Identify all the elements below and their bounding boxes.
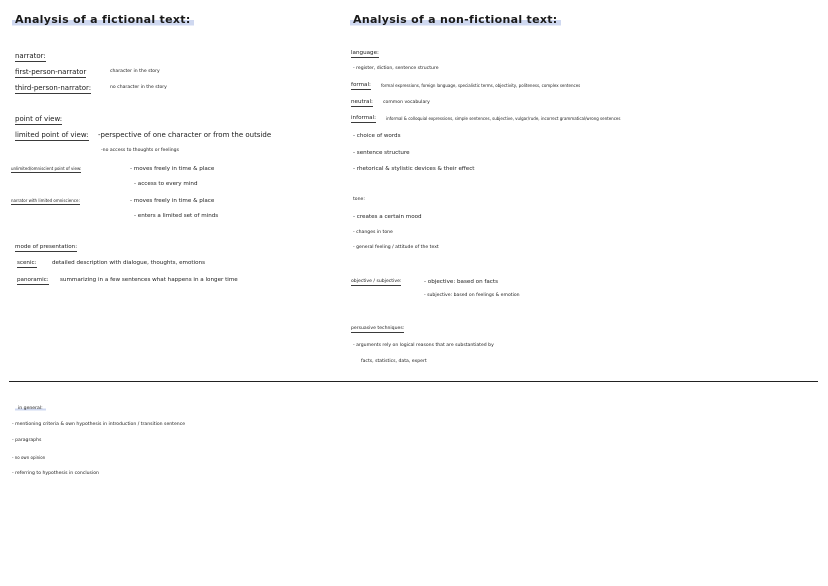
persuasive-heading: persuasive techniques:: [351, 326, 405, 331]
scenic-term: scenic:: [17, 260, 37, 266]
language-bullet-words: - choice of words: [353, 133, 401, 139]
language-bullet-devices: - rhetorical & stylistic devices & their effect: [353, 166, 475, 172]
tone-heading: tone:: [353, 197, 365, 202]
first-person-desc: character in the story: [110, 69, 160, 74]
language-line1: - register, diction, sentence structure: [353, 66, 439, 71]
limited-omniscience-desc2: - enters a limited set of minds: [134, 213, 219, 219]
general-heading: in general:: [15, 407, 46, 412]
pov-heading: point of view:: [15, 115, 63, 123]
neutral-term: neutral:: [351, 99, 373, 105]
narrator-heading: narrator:: [15, 52, 46, 60]
general-bullet-hypothesis: - referring to hypothesis in conclusion: [12, 471, 99, 476]
language-bullet-structure: - sentence structure: [353, 150, 410, 156]
third-person-term: third-person-narrator:: [15, 84, 92, 92]
informal-term: informal:: [351, 115, 377, 121]
tone-bullet-changes: - changes in tone: [353, 230, 393, 235]
limited-pov-desc2: -no access to thoughts or feelings: [101, 148, 179, 153]
limited-omniscience-term: narrator with limited omniscience:: [11, 198, 80, 203]
first-person-term: first-person-narrator: [15, 68, 87, 76]
third-person-desc: no character in the story: [110, 85, 167, 90]
unlimited-pov-desc2: - access to every mind: [134, 181, 198, 187]
neutral-desc: common vocabulary: [383, 100, 430, 105]
limited-omniscience-desc1: - moves freely in time & place: [130, 198, 215, 204]
language-heading: language:: [351, 50, 379, 56]
informal-desc: informal & colloquial expressions, simple sentences, subjective, vulgar/rude, incorrect grammatical/wrong sentences: [386, 116, 621, 121]
panoramic-term: panoramic:: [17, 277, 49, 283]
scenic-desc: detailed description with dialogue, thoughts, emotions: [52, 260, 206, 266]
formal-term: formal:: [351, 82, 371, 88]
tone-bullet-feeling: - general feeling / attitude of the text: [353, 245, 439, 250]
formal-desc: formal expressions, foreign language, specialistic terms, objectivity, politeness, complex sentences: [381, 83, 581, 88]
right-title: Analysis of a non-fictional text:: [350, 14, 561, 25]
section-divider: [9, 381, 818, 382]
limited-pov-desc1: -perspective of one character or from the outside: [98, 131, 272, 139]
objective-subjective-term: objective / subjective:: [351, 279, 402, 284]
mode-heading: mode of presentation:: [15, 244, 78, 250]
unlimited-pov-desc1: - moves freely in time & place: [130, 166, 215, 172]
persuasive-desc2: facts, statistics, data, expert: [361, 359, 427, 364]
unlimited-pov-term: unlimited/omniscient point of view:: [11, 166, 82, 171]
subjective-desc: - subjective: based on feelings & emotion: [424, 293, 520, 298]
general-bullet-opinion: - no own opinion: [12, 455, 46, 460]
tone-bullet-mood: - creates a certain mood: [353, 214, 422, 220]
left-title: Analysis of a fictional text:: [12, 14, 194, 25]
panoramic-desc: summarizing in a few sentences what happens in a longer time: [60, 277, 238, 283]
persuasive-desc1: - arguments rely on logical reasons that are substantiated by: [353, 343, 494, 348]
general-bullet-paragraphs: - paragraphs: [12, 438, 42, 443]
general-bullet-criteria: - mentioning criteria & own hypothesis in introduction / transition sentence: [12, 422, 186, 427]
limited-pov-term: limited point of view:: [15, 131, 89, 139]
objective-desc: - objective: based on facts: [424, 279, 498, 285]
